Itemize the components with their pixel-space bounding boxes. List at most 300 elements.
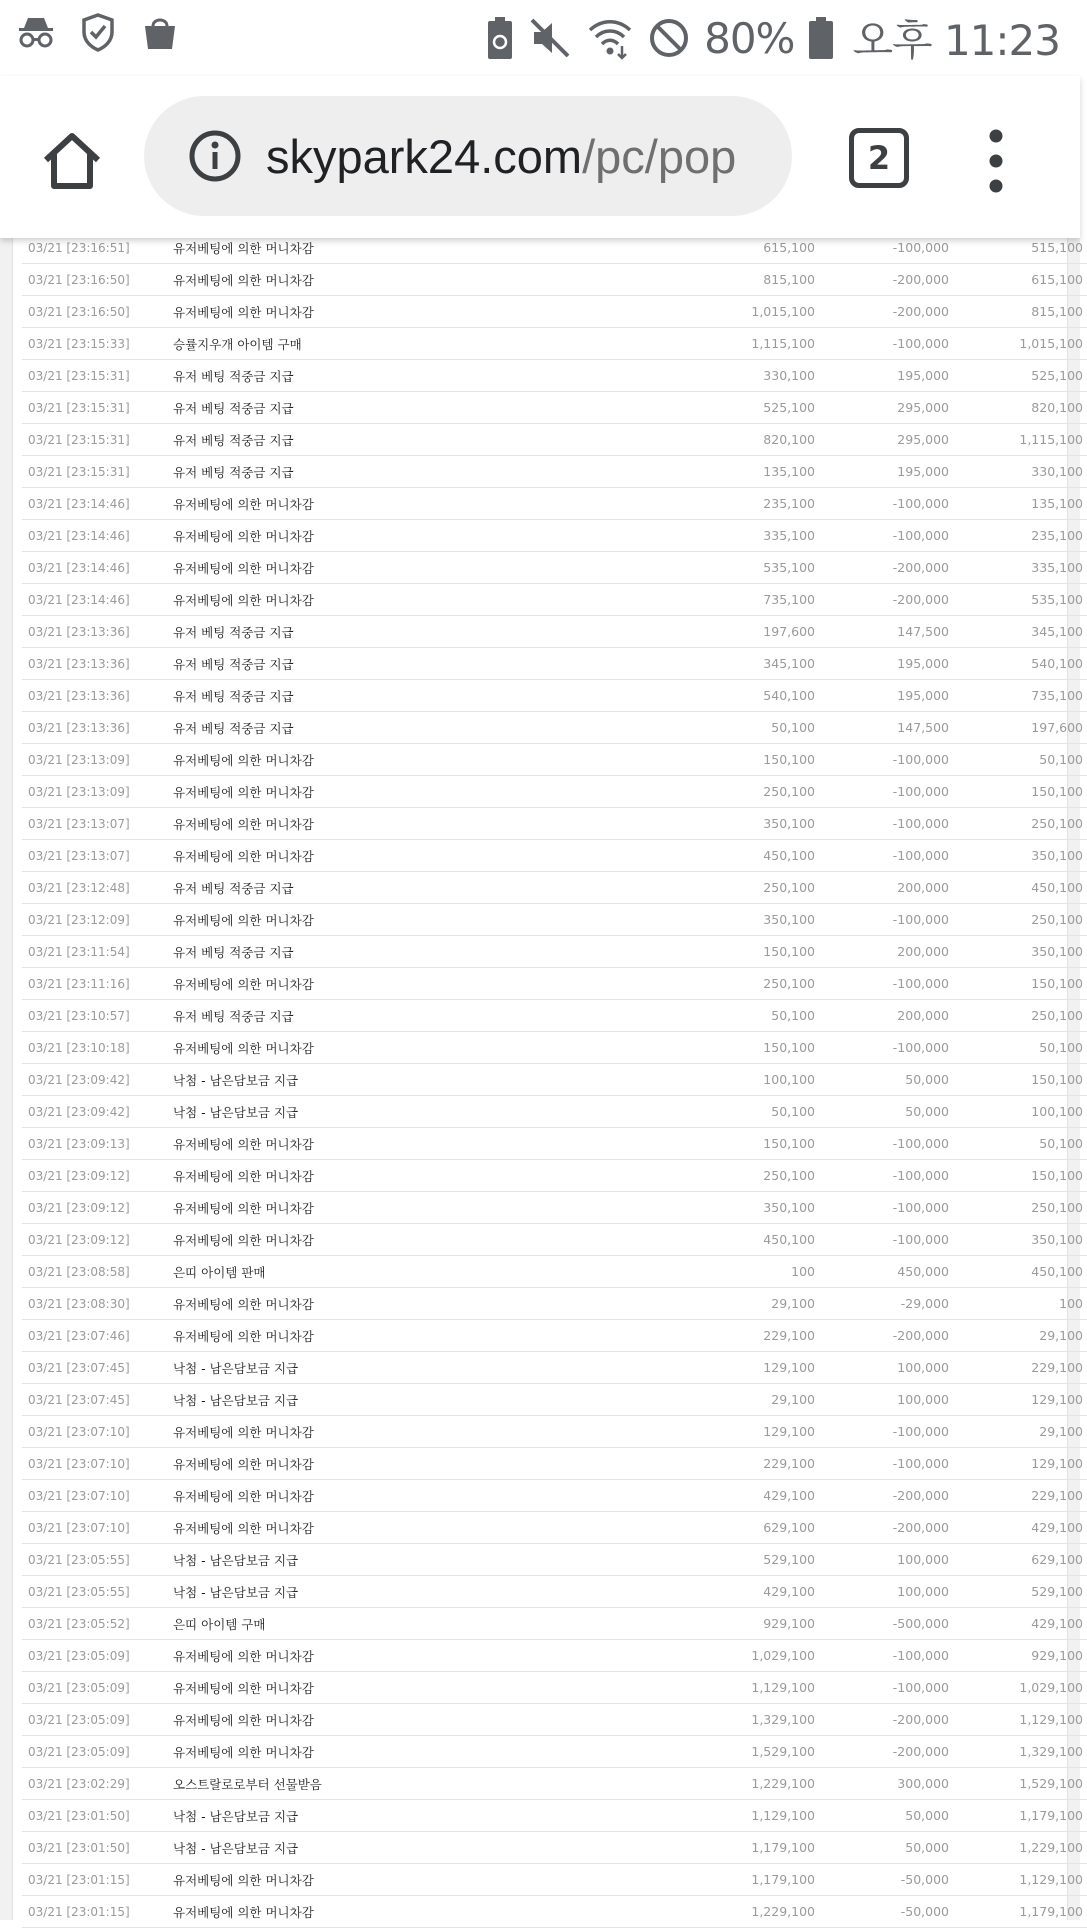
row-amount-change: -100,000 (815, 1128, 949, 1160)
row-balance-before: 1,129,100 (593, 1672, 815, 1704)
row-balance-before: 525,100 (593, 392, 815, 424)
table-row (22, 264, 1087, 296)
battery-icon (808, 16, 834, 60)
row-amount-change: 295,000 (815, 392, 949, 424)
row-amount-change: -100,000 (815, 968, 949, 1000)
row-description: 유저베팅에 의한 머니차감 (173, 232, 593, 264)
row-balance-after: 450,100 (949, 872, 1087, 904)
table-row (22, 1352, 1087, 1384)
row-amount-change: -100,000 (815, 904, 949, 936)
row-balance-after: 350,100 (949, 1224, 1087, 1256)
home-icon (36, 126, 108, 198)
row-amount-change: 147,500 (815, 616, 949, 648)
row-amount-change: -100,000 (815, 1224, 949, 1256)
address-bar[interactable] (144, 96, 792, 216)
table-row (22, 1192, 1087, 1224)
row-amount-change: 195,000 (815, 456, 949, 488)
row-balance-before: 50,100 (593, 1096, 815, 1128)
table-row (22, 1512, 1087, 1544)
row-balance-before: 350,100 (593, 904, 815, 936)
table-row (22, 1096, 1087, 1128)
row-balance-before: 345,100 (593, 648, 815, 680)
row-amount-change: -100,000 (815, 1640, 949, 1672)
row-balance-after: 429,100 (949, 1608, 1087, 1640)
row-balance-after: 929,100 (949, 1640, 1087, 1672)
notification-icons (16, 12, 180, 52)
row-date: 03/21 [23:10:57] (22, 1000, 173, 1032)
wifi-icon (586, 16, 634, 60)
table-row (22, 1160, 1087, 1192)
row-balance-before: 629,100 (593, 1512, 815, 1544)
row-date: 03/21 [23:14:46] (22, 552, 173, 584)
row-balance-after: 50,100 (949, 1032, 1087, 1064)
row-date: 03/21 [23:15:31] (22, 392, 173, 424)
row-balance-after: 345,100 (949, 616, 1087, 648)
table-row (22, 1416, 1087, 1448)
incognito-icon (16, 12, 56, 52)
row-amount-change: -100,000 (815, 1192, 949, 1224)
row-amount-change: -200,000 (815, 1480, 949, 1512)
row-amount-change: 200,000 (815, 872, 949, 904)
row-balance-after: 335,100 (949, 552, 1087, 584)
row-balance-after: 100,100 (949, 1096, 1087, 1128)
row-balance-before: 450,100 (593, 1224, 815, 1256)
row-amount-change: 450,000 (815, 1256, 949, 1288)
row-description: 유저베팅에 의한 머니차감 (173, 552, 593, 584)
row-amount-change: -100,000 (815, 488, 949, 520)
status-bar (0, 0, 1080, 76)
table-row (22, 1064, 1087, 1096)
row-balance-before: 100 (593, 1256, 815, 1288)
row-balance-before: 50,100 (593, 1000, 815, 1032)
table-row (22, 904, 1087, 936)
row-balance-before: 820,100 (593, 424, 815, 456)
row-date: 03/21 [23:08:30] (22, 1288, 173, 1320)
row-date: 03/21 [23:13:36] (22, 712, 173, 744)
row-date: 03/21 [23:13:09] (22, 744, 173, 776)
row-date: 03/21 [23:01:50] (22, 1800, 173, 1832)
row-date: 03/21 [23:07:10] (22, 1448, 173, 1480)
table-row (22, 1032, 1087, 1064)
row-description: 유저베팅에 의한 머니차감 (173, 1704, 593, 1736)
row-date: 03/21 [23:05:09] (22, 1736, 173, 1768)
row-balance-before: 29,100 (593, 1288, 815, 1320)
row-amount-change: -29,000 (815, 1288, 949, 1320)
row-balance-before: 929,100 (593, 1608, 815, 1640)
row-amount-change: -500,000 (815, 1608, 949, 1640)
row-balance-after: 350,100 (949, 840, 1087, 872)
row-date: 03/21 [23:16:50] (22, 296, 173, 328)
table-row (22, 1672, 1087, 1704)
row-date: 03/21 [23:09:12] (22, 1224, 173, 1256)
row-balance-before: 540,100 (593, 680, 815, 712)
row-date: 03/21 [23:05:09] (22, 1672, 173, 1704)
row-balance-before: 150,100 (593, 1128, 815, 1160)
row-description: 낙첨 - 남은담보금 지급 (173, 1544, 593, 1576)
row-balance-after: 525,100 (949, 360, 1087, 392)
row-description: 은띠 아이템 구매 (173, 1608, 593, 1640)
row-amount-change: 147,500 (815, 712, 949, 744)
web-page (0, 238, 1083, 1920)
row-balance-before: 350,100 (593, 808, 815, 840)
row-balance-before: 129,100 (593, 1352, 815, 1384)
row-date: 03/21 [23:05:52] (22, 1608, 173, 1640)
row-description: 유저 베팅 적중금 지급 (173, 1000, 593, 1032)
tab-switcher-button[interactable] (849, 128, 909, 188)
row-balance-before: 1,179,100 (593, 1832, 815, 1864)
row-balance-before: 330,100 (593, 360, 815, 392)
row-description: 유저베팅에 의한 머니차감 (173, 488, 593, 520)
row-description: 유저베팅에 의한 머니차감 (173, 1160, 593, 1192)
table-row (22, 1480, 1087, 1512)
row-balance-after: 1,129,100 (949, 1704, 1087, 1736)
row-balance-after: 450,100 (949, 1256, 1087, 1288)
row-amount-change: 50,000 (815, 1064, 949, 1096)
row-amount-change: -100,000 (815, 232, 949, 264)
row-balance-before: 29,100 (593, 1384, 815, 1416)
row-date: 03/21 [23:13:09] (22, 776, 173, 808)
table-row (22, 1768, 1087, 1800)
row-date: 03/21 [23:14:46] (22, 584, 173, 616)
row-balance-after: 50,100 (949, 1128, 1087, 1160)
table-row (22, 1704, 1087, 1736)
row-balance-before: 229,100 (593, 1320, 815, 1352)
row-balance-before: 615,100 (593, 232, 815, 264)
row-description: 유저베팅에 의한 머니차감 (173, 1672, 593, 1704)
row-description: 유저베팅에 의한 머니차감 (173, 776, 593, 808)
row-balance-before: 150,100 (593, 936, 815, 968)
row-date: 03/21 [23:07:10] (22, 1480, 173, 1512)
row-balance-after: 29,100 (949, 1416, 1087, 1448)
row-balance-after: 1,015,100 (949, 328, 1087, 360)
table-row (22, 1000, 1087, 1032)
row-description: 유저베팅에 의한 머니차감 (173, 1288, 593, 1320)
table-row (22, 328, 1087, 360)
row-date: 03/21 [23:10:18] (22, 1032, 173, 1064)
row-balance-after: 515,100 (949, 232, 1087, 264)
row-balance-after: 1,129,100 (949, 1864, 1087, 1896)
url-text[interactable] (266, 129, 766, 184)
row-description: 유저 베팅 적중금 지급 (173, 712, 593, 744)
row-description: 오스트랄로로부터 선물받음 (173, 1768, 593, 1800)
row-date: 03/21 [23:01:50] (22, 1832, 173, 1864)
row-date: 03/21 [23:13:36] (22, 648, 173, 680)
row-balance-before: 1,329,100 (593, 1704, 815, 1736)
table-row (22, 1736, 1087, 1768)
row-amount-change: -200,000 (815, 296, 949, 328)
table-row (22, 1448, 1087, 1480)
row-amount-change: -200,000 (815, 1736, 949, 1768)
row-balance-after: 615,100 (949, 264, 1087, 296)
table-row (22, 936, 1087, 968)
clock: 오후 11:23 (852, 16, 1060, 65)
row-date: 03/21 [23:09:12] (22, 1192, 173, 1224)
row-amount-change: 295,000 (815, 424, 949, 456)
row-amount-change: -100,000 (815, 840, 949, 872)
page-margin-left (0, 238, 13, 1920)
row-balance-before: 250,100 (593, 776, 815, 808)
row-balance-after: 735,100 (949, 680, 1087, 712)
row-balance-before: 350,100 (593, 1192, 815, 1224)
table-row (22, 776, 1087, 808)
row-balance-after: 129,100 (949, 1384, 1087, 1416)
row-description: 유저베팅에 의한 머니차감 (173, 1512, 593, 1544)
row-balance-after: 29,100 (949, 1320, 1087, 1352)
row-balance-before: 335,100 (593, 520, 815, 552)
row-description: 유저 베팅 적중금 지급 (173, 360, 593, 392)
url-path: /pc/pop (582, 129, 737, 183)
row-date: 03/21 [23:15:33] (22, 328, 173, 360)
row-balance-before: 1,179,100 (593, 1864, 815, 1896)
table-row (22, 1832, 1087, 1864)
table-row (22, 552, 1087, 584)
table-row (22, 360, 1087, 392)
row-balance-after: 250,100 (949, 1192, 1087, 1224)
row-date: 03/21 [23:16:51] (22, 232, 173, 264)
row-balance-before: 150,100 (593, 1032, 815, 1064)
row-balance-after: 1,229,100 (949, 1832, 1087, 1864)
table-row (22, 680, 1087, 712)
row-balance-after: 540,100 (949, 648, 1087, 680)
row-amount-change: -200,000 (815, 552, 949, 584)
table-row (22, 1544, 1087, 1576)
row-description: 유저 베팅 적중금 지급 (173, 424, 593, 456)
row-balance-before: 1,129,100 (593, 1800, 815, 1832)
row-description: 유저베팅에 의한 머니차감 (173, 904, 593, 936)
row-balance-before: 100,100 (593, 1064, 815, 1096)
row-date: 03/21 [23:13:07] (22, 840, 173, 872)
row-balance-after: 250,100 (949, 808, 1087, 840)
row-balance-before: 1,029,100 (593, 1640, 815, 1672)
row-date: 03/21 [23:09:13] (22, 1128, 173, 1160)
system-status (486, 8, 1060, 68)
row-amount-change: -200,000 (815, 264, 949, 296)
row-description: 낙첨 - 남은담보금 지급 (173, 1352, 593, 1384)
row-balance-before: 135,100 (593, 456, 815, 488)
row-description: 유저베팅에 의한 머니차감 (173, 1192, 593, 1224)
table-row (22, 1384, 1087, 1416)
table-row (22, 1576, 1087, 1608)
row-balance-before: 450,100 (593, 840, 815, 872)
row-description: 유저베팅에 의한 머니차감 (173, 1448, 593, 1480)
row-balance-after: 129,100 (949, 1448, 1087, 1480)
row-date: 03/21 [23:07:45] (22, 1352, 173, 1384)
row-balance-before: 529,100 (593, 1544, 815, 1576)
row-balance-before: 250,100 (593, 872, 815, 904)
table-row (22, 392, 1087, 424)
row-balance-after: 1,115,100 (949, 424, 1087, 456)
table-row (22, 648, 1087, 680)
row-amount-change: -100,000 (815, 808, 949, 840)
row-amount-change: -100,000 (815, 1448, 949, 1480)
row-balance-before: 229,100 (593, 1448, 815, 1480)
row-description: 승률지우개 아이템 구매 (173, 328, 593, 360)
row-balance-before: 197,600 (593, 616, 815, 648)
table-row (22, 1256, 1087, 1288)
row-balance-after: 150,100 (949, 1160, 1087, 1192)
browser-toolbar (0, 76, 1080, 238)
row-description: 유저베팅에 의한 머니차감 (173, 968, 593, 1000)
row-date: 03/21 [23:14:46] (22, 520, 173, 552)
table-row (22, 520, 1087, 552)
row-balance-before: 735,100 (593, 584, 815, 616)
row-amount-change: 200,000 (815, 936, 949, 968)
row-balance-before: 129,100 (593, 1416, 815, 1448)
row-amount-change: 200,000 (815, 1000, 949, 1032)
row-description: 유저베팅에 의한 머니차감 (173, 1480, 593, 1512)
battery-saver-icon (486, 16, 514, 60)
row-date: 03/21 [23:15:31] (22, 424, 173, 456)
row-date: 03/21 [23:14:46] (22, 488, 173, 520)
row-description: 유저베팅에 의한 머니차감 (173, 1640, 593, 1672)
row-date: 03/21 [23:13:36] (22, 680, 173, 712)
row-balance-before: 429,100 (593, 1576, 815, 1608)
row-amount-change: -200,000 (815, 1704, 949, 1736)
row-balance-before: 1,529,100 (593, 1736, 815, 1768)
row-description: 유저베팅에 의한 머니차감 (173, 1128, 593, 1160)
table-row (22, 840, 1087, 872)
row-amount-change: 50,000 (815, 1800, 949, 1832)
row-balance-after: 100 (949, 1288, 1087, 1320)
row-description: 유저베팅에 의한 머니차감 (173, 1224, 593, 1256)
row-balance-before: 1,115,100 (593, 328, 815, 360)
row-description: 유저베팅에 의한 머니차감 (173, 1416, 593, 1448)
table-row (22, 872, 1087, 904)
row-date: 03/21 [23:11:16] (22, 968, 173, 1000)
row-balance-after: 815,100 (949, 296, 1087, 328)
row-balance-after: 250,100 (949, 1000, 1087, 1032)
row-amount-change: -200,000 (815, 1320, 949, 1352)
row-amount-change: -100,000 (815, 1416, 949, 1448)
row-date: 03/21 [23:07:45] (22, 1384, 173, 1416)
row-description: 유저베팅에 의한 머니차감 (173, 264, 593, 296)
row-amount-change: 100,000 (815, 1576, 949, 1608)
row-description: 유저 베팅 적중금 지급 (173, 456, 593, 488)
row-date: 03/21 [23:09:12] (22, 1160, 173, 1192)
row-amount-change: -100,000 (815, 744, 949, 776)
row-description: 유저베팅에 의한 머니차감 (173, 1896, 593, 1928)
row-amount-change: -50,000 (815, 1864, 949, 1896)
home-button[interactable] (36, 126, 108, 198)
row-amount-change: -100,000 (815, 1032, 949, 1064)
ledger-body (22, 232, 1087, 1928)
row-balance-before: 235,100 (593, 488, 815, 520)
table-row (22, 1640, 1087, 1672)
row-date: 03/21 [23:15:31] (22, 456, 173, 488)
row-date: 03/21 [23:09:42] (22, 1064, 173, 1096)
row-date: 03/21 [23:13:07] (22, 808, 173, 840)
row-amount-change: -100,000 (815, 520, 949, 552)
row-date: 03/21 [23:05:09] (22, 1640, 173, 1672)
row-amount-change: 100,000 (815, 1544, 949, 1576)
row-date: 03/21 [23:08:58] (22, 1256, 173, 1288)
row-description: 낙첨 - 남은담보금 지급 (173, 1800, 593, 1832)
row-balance-before: 250,100 (593, 968, 815, 1000)
row-balance-after: 535,100 (949, 584, 1087, 616)
row-balance-after: 1,029,100 (949, 1672, 1087, 1704)
row-date: 03/21 [23:13:36] (22, 616, 173, 648)
table-row (22, 616, 1087, 648)
row-amount-change: -200,000 (815, 1512, 949, 1544)
url-host: skypark24.com (266, 129, 583, 183)
row-balance-after: 1,529,100 (949, 1768, 1087, 1800)
table-row (22, 488, 1087, 520)
row-description: 유저베팅에 의한 머니차감 (173, 296, 593, 328)
row-amount-change: 300,000 (815, 1768, 949, 1800)
row-amount-change: 195,000 (815, 680, 949, 712)
row-balance-after: 529,100 (949, 1576, 1087, 1608)
table-row (22, 1800, 1087, 1832)
row-balance-before: 50,100 (593, 712, 815, 744)
row-date: 03/21 [23:07:10] (22, 1416, 173, 1448)
row-balance-after: 229,100 (949, 1480, 1087, 1512)
row-balance-before: 250,100 (593, 1160, 815, 1192)
row-balance-before: 1,015,100 (593, 296, 815, 328)
table-row (22, 456, 1087, 488)
overflow-menu-button[interactable] (978, 126, 1014, 196)
row-description: 유저베팅에 의한 머니차감 (173, 1320, 593, 1352)
row-amount-change: 50,000 (815, 1096, 949, 1128)
row-balance-after: 1,329,100 (949, 1736, 1087, 1768)
table-row (22, 744, 1087, 776)
row-balance-after: 820,100 (949, 392, 1087, 424)
row-balance-after: 135,100 (949, 488, 1087, 520)
row-amount-change: -100,000 (815, 1160, 949, 1192)
row-balance-after: 1,179,100 (949, 1896, 1087, 1928)
row-balance-before: 429,100 (593, 1480, 815, 1512)
row-amount-change: -100,000 (815, 328, 949, 360)
row-balance-after: 330,100 (949, 456, 1087, 488)
row-amount-change: 195,000 (815, 360, 949, 392)
row-amount-change: -100,000 (815, 1672, 949, 1704)
row-balance-after: 429,100 (949, 1512, 1087, 1544)
money-ledger-table (22, 232, 1087, 1928)
row-description: 유저 베팅 적중금 지급 (173, 616, 593, 648)
table-row (22, 296, 1087, 328)
row-description: 유저베팅에 의한 머니차감 (173, 808, 593, 840)
table-row (22, 1288, 1087, 1320)
table-row (22, 808, 1087, 840)
row-description: 은띠 아이템 판매 (173, 1256, 593, 1288)
row-description: 유저베팅에 의한 머니차감 (173, 1736, 593, 1768)
row-amount-change: -100,000 (815, 776, 949, 808)
row-description: 유저베팅에 의한 머니차감 (173, 520, 593, 552)
row-balance-after: 50,100 (949, 744, 1087, 776)
row-balance-after: 1,179,100 (949, 1800, 1087, 1832)
row-balance-after: 235,100 (949, 520, 1087, 552)
row-amount-change: 100,000 (815, 1384, 949, 1416)
row-amount-change: 100,000 (815, 1352, 949, 1384)
row-amount-change: 195,000 (815, 648, 949, 680)
row-date: 03/21 [23:07:10] (22, 1512, 173, 1544)
row-date: 03/21 [23:02:29] (22, 1768, 173, 1800)
row-balance-after: 629,100 (949, 1544, 1087, 1576)
row-date: 03/21 [23:01:15] (22, 1896, 173, 1928)
row-date: 03/21 [23:01:15] (22, 1864, 173, 1896)
row-description: 유저 베팅 적중금 지급 (173, 648, 593, 680)
info-icon[interactable] (188, 129, 242, 183)
row-balance-after: 150,100 (949, 968, 1087, 1000)
row-date: 03/21 [23:05:09] (22, 1704, 173, 1736)
row-description: 유저베팅에 의한 머니차감 (173, 840, 593, 872)
table-row (22, 1608, 1087, 1640)
row-description: 유저 베팅 적중금 지급 (173, 680, 593, 712)
row-balance-before: 1,229,100 (593, 1768, 815, 1800)
row-description: 낙첨 - 남은담보금 지급 (173, 1096, 593, 1128)
row-amount-change: 50,000 (815, 1832, 949, 1864)
table-row (22, 1896, 1087, 1928)
row-description: 낙첨 - 남은담보금 지급 (173, 1064, 593, 1096)
